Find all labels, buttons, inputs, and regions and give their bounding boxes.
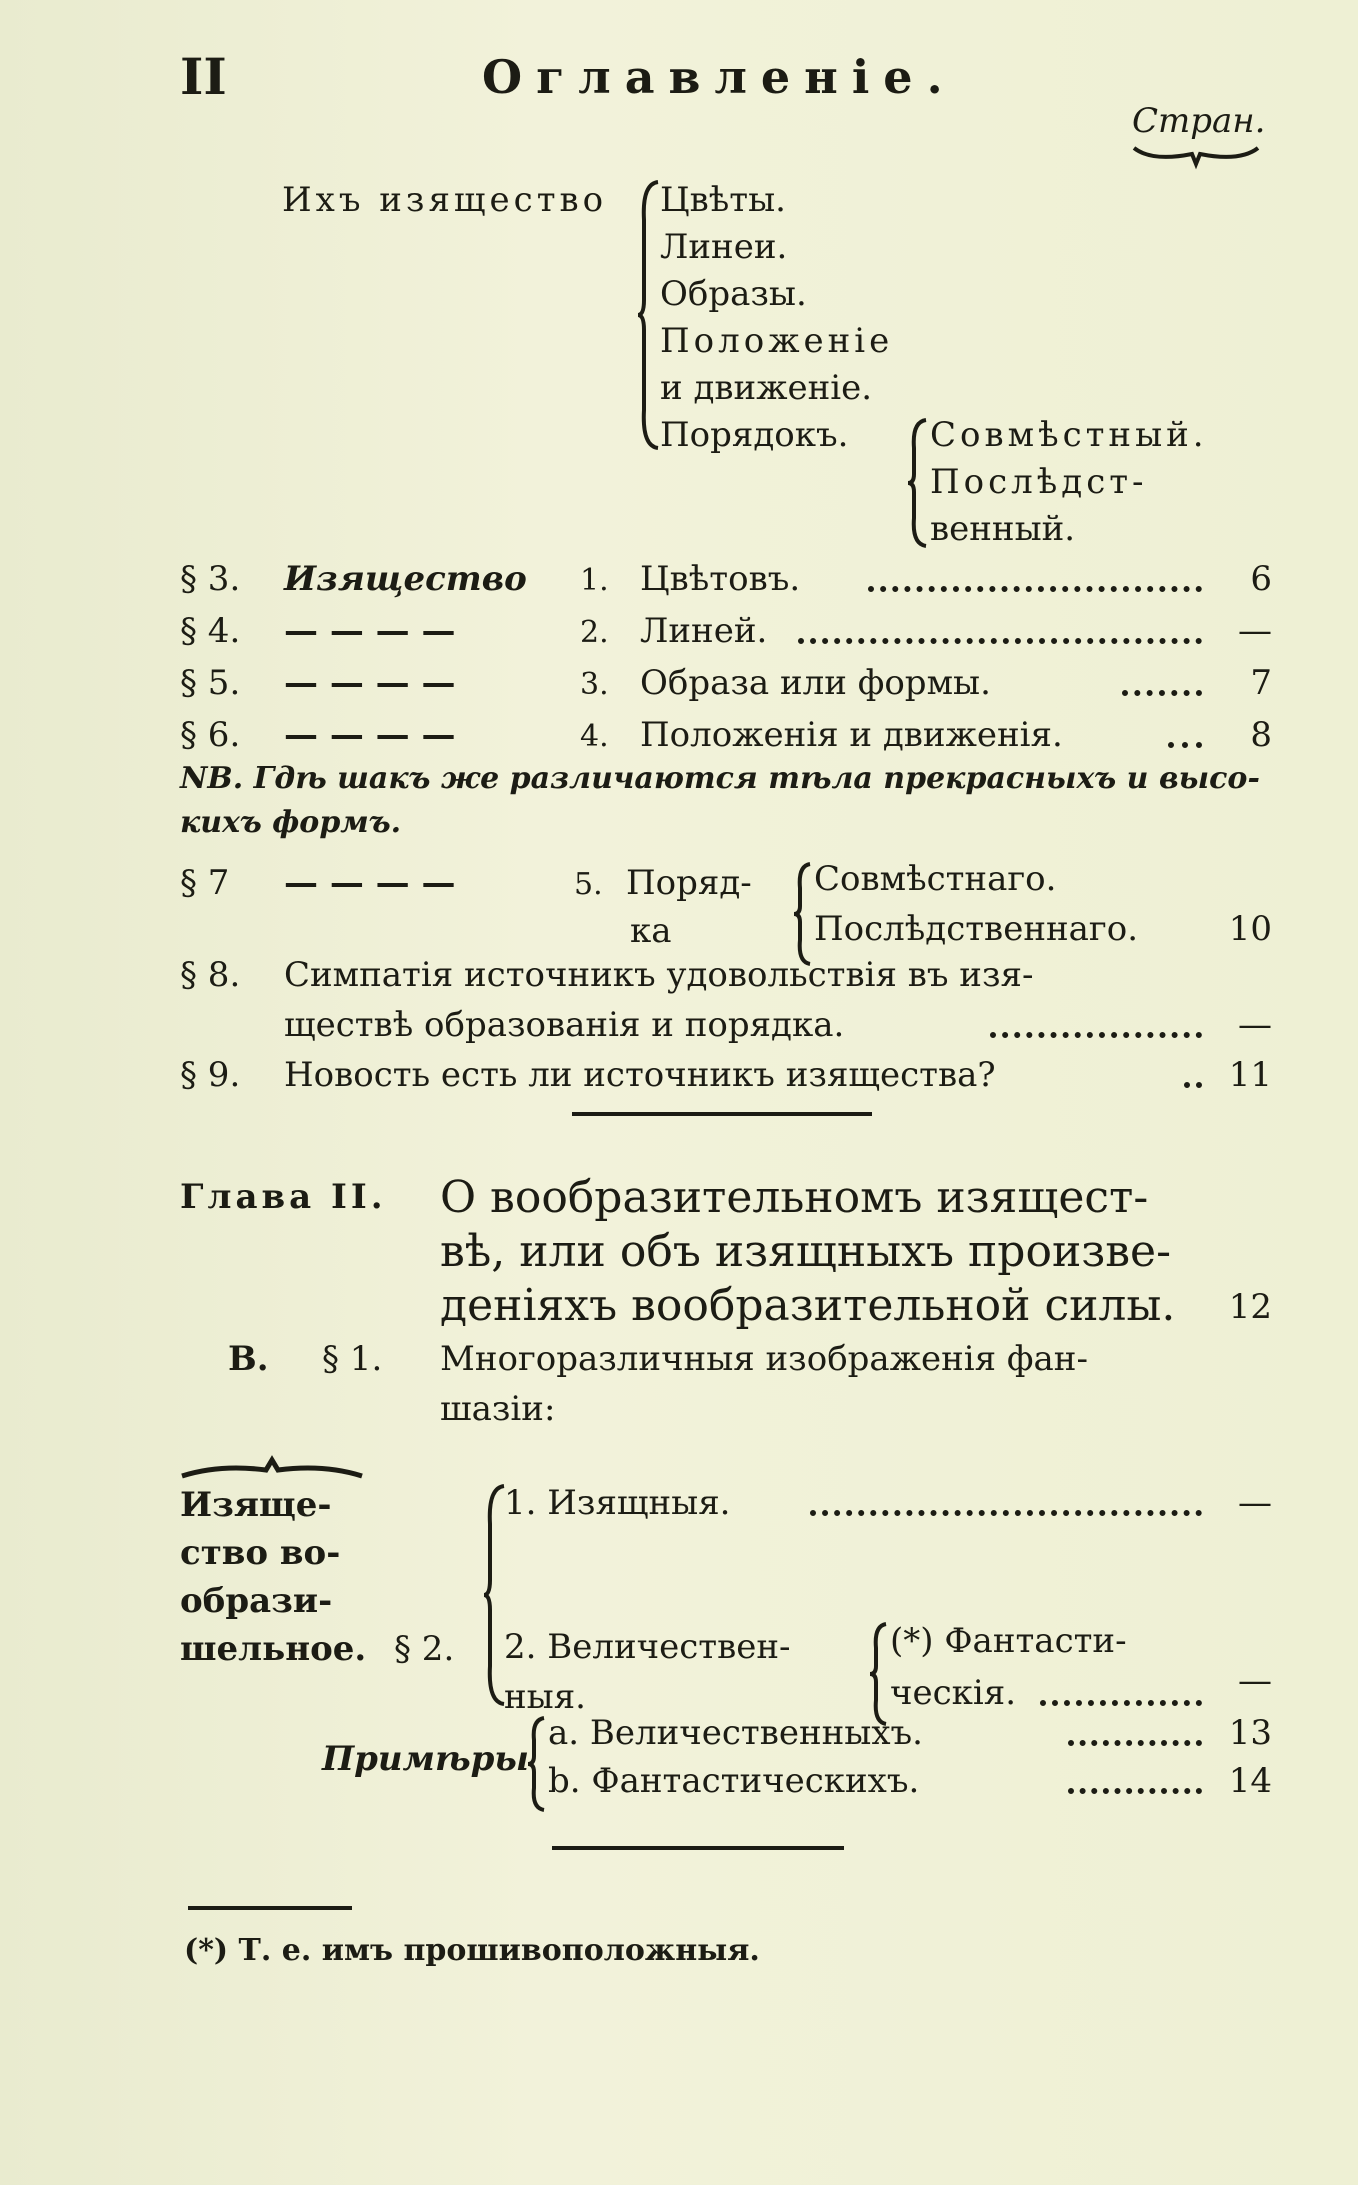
scheme-item: Образы. [660, 274, 807, 314]
page-ref: 13 [1228, 1713, 1272, 1753]
page-ref: 12 [1228, 1287, 1272, 1327]
nb-note-continuation: кихъ формъ. [180, 805, 402, 840]
order-sub: Послѣдственнаго. [814, 909, 1138, 949]
scheme-item: Линеи. [660, 227, 788, 267]
pages-column-label: Стран. [1132, 101, 1266, 141]
section-number: § 5. [180, 663, 241, 703]
page-ref: 7 [1250, 663, 1272, 703]
section-title: Образа или формы. [640, 663, 991, 703]
page-ref: 10 [1228, 909, 1272, 949]
section-number: § 7 [180, 863, 230, 903]
section-title: Цвѣтовъ. [640, 559, 801, 599]
page-ref: 11 [1228, 1055, 1272, 1095]
order-type: Послѣдст- [930, 462, 1148, 502]
dot-leader [798, 638, 1202, 644]
section-title: Симпатія источникъ удовольствія въ изя- [284, 955, 1034, 995]
item-number: 1. [580, 563, 609, 598]
examples-brace [526, 1716, 548, 1812]
page-ref: 8 [1250, 715, 1272, 755]
section-title: Положенія и движенія. [640, 715, 1063, 755]
section-number: § 3. [180, 559, 241, 599]
order-brace [792, 862, 814, 966]
scheme-lead: Ихъ изящество [282, 180, 608, 220]
page-ref: — [1238, 1005, 1272, 1045]
left-heading: ство во- [180, 1533, 341, 1573]
section-subject: — — — — [284, 863, 456, 903]
footnote: (*) Т. е. имъ прошивоположныя. [184, 1933, 760, 1968]
left-heading: шельное. [180, 1629, 367, 1669]
scheme-item: Положеніе [660, 321, 894, 361]
separator-rule [552, 1846, 844, 1850]
section-subject: Изящество [284, 559, 527, 599]
item-number: 5. [574, 867, 603, 902]
order-type: венный. [930, 509, 1076, 549]
section-title-continuation: ществѣ образованія и порядка. [284, 1005, 845, 1045]
fantastic-item: (*) Фантасти- [890, 1621, 1127, 1661]
section-title-continuation: шазіи: [440, 1389, 556, 1429]
scheme-item: и движеніе. [660, 368, 873, 408]
section-number: § 2. [394, 1629, 455, 1669]
imaginative-item: 1. Изящныя. [504, 1483, 731, 1523]
footnote-rule [188, 1906, 352, 1910]
left-flourish [180, 1456, 364, 1482]
chapter-title: О вообразительномъ изящест- [440, 1172, 1149, 1223]
section-number: § 6. [180, 715, 241, 755]
section-number: § 1. [322, 1339, 383, 1379]
section-title-continuation: ка [630, 911, 672, 951]
item-number: 3. [580, 667, 609, 702]
page-ref: 14 [1228, 1761, 1272, 1801]
nb-note: NB. Гдѣ шакъ же различаются тѣла прекрасныхъ и высо- [180, 761, 1260, 796]
section-subject: — — — — [284, 715, 456, 755]
example-item: b. Фантастическихъ. [548, 1761, 920, 1801]
separator-rule [572, 1112, 872, 1116]
section-title: Поряд- [626, 863, 752, 903]
page-ref: — [1238, 1661, 1272, 1701]
page-number: II [180, 47, 227, 106]
chapter-label: Глава II. [180, 1177, 387, 1217]
dot-leader [990, 1032, 1202, 1038]
order-brace [906, 418, 930, 548]
example-item: a. Величественныхъ. [548, 1713, 923, 1753]
examples-label: Примѣры [322, 1739, 530, 1779]
imaginative-item-continuation: ныя. [504, 1677, 586, 1717]
order-sub: Совмѣстнаго. [814, 859, 1057, 899]
fantastic-brace [868, 1622, 890, 1726]
section-subject: — — — — [284, 611, 456, 651]
imaginative-item: 2. Величествен- [504, 1627, 791, 1667]
sub-label: В. [228, 1339, 269, 1379]
left-heading: образи- [180, 1581, 333, 1621]
item-number: 4. [580, 719, 609, 754]
section-title: Многоразличныя изображенія фан- [440, 1339, 1088, 1379]
left-heading: Изяще- [180, 1485, 332, 1525]
section-number: § 8. [180, 955, 241, 995]
page-ref: — [1238, 611, 1272, 651]
scheme-item: Цвѣты. [660, 180, 786, 220]
scheme-item: Порядокъ. [660, 415, 849, 455]
order-type: Совмѣстный. [930, 415, 1208, 455]
chapter-title: деніяхъ вообразительной силы. [440, 1280, 1176, 1331]
item-number: 2. [580, 615, 609, 650]
section-title: Новость есть ли источникъ изящества? [284, 1055, 996, 1095]
page-ref: 6 [1250, 559, 1272, 599]
section-title: Линей. [640, 611, 768, 651]
dot-leader [868, 586, 1202, 592]
chapter-title: вѣ, или объ изящныхъ произве- [440, 1226, 1171, 1277]
page-title: Оглавленіе. [482, 50, 957, 104]
section-number: § 9. [180, 1055, 241, 1095]
fantastic-item-continuation: ческія. [890, 1673, 1017, 1713]
dot-leader [1040, 1700, 1202, 1706]
section-number: § 4. [180, 611, 241, 651]
scheme-brace [636, 180, 662, 450]
dot-leader [810, 1510, 1202, 1516]
page-ref: — [1238, 1483, 1272, 1523]
section-subject: — — — — [284, 663, 456, 703]
pages-label-flourish [1132, 144, 1260, 168]
